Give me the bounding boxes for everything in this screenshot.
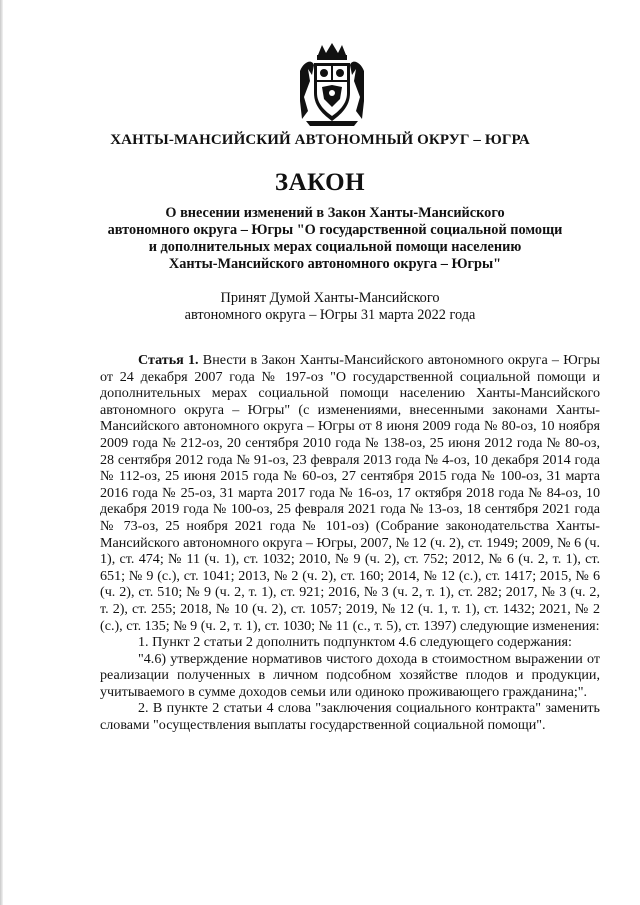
article-intro-text: Внести в Закон Ханты-Мансийского автономного округа – Югры от 24 декабря 2007 года № 197-оз "О государственной социальной помощи и дополнительных мерах социальной помощи населению Ханты-Мансийского автономного округа – Югры" (с изменениями, внесенными законами Ханты-Мансийского автономного округа – Югры от 8 июня 2009 года № 80-оз, 10 ноября 2009 года № 212-оз, 20 сентября 2010 года № 138-оз, 25 июня 2012 года № 80-оз, 28 сентября 2012 года № 91-оз, 23 февраля 2013 года № 4-оз, 10 декабря 2014 года № 112-оз, 25 июня 2015 года № 60-оз, 27 сентября 2015 года № 100-оз, 31 марта 2016 года № 25-оз, 31 марта 2017 года № 16-оз, 17 октября 2018 года № 84-оз, 10 декабря 2019 года № 100-оз, 25 февраля 2021 года № 13-оз, 18 сентября 2021 года № 73-оз, 25 ноября 2021 года № 101-оз) (Собрание законодательства Ханты-Мансийского автономного округа – Югры, 2007, № 12 (ч. 2), ст. 1949; 2009, № 6 (ч. 1), ст. 474; № 11 (ч. 1), ст. 1032; 2010, № 9 (ч. 2), ст. 752; 2012, № 6 (ч. 2, т. 1), ст. 651; № 9 (с.), ст. 1041; 2013, № 2 (ч. 2), ст. 160; 2014, № 12 (с.), ст. 1417; 2015, № 6 (ч. 2), ст. 510; № 9 (ч. 2, т. 1), ст. 921; 2016, № 3 (ч. 2, т. 1), ст. 282; 2017, № 3 (ч. 2, т. 2), ст. 255; 2018, № 10 (ч. 2), ст. 1057; 2019, № 12 (ч. 1, т. 1), ст. 1432; 2021, № 2 (с.), ст. 135; № 9 (ч. 2, т. 1), ст. 1030; № 11 (с., т. 5), ст. 1397) следующие изменения: bbox=[100, 352, 600, 634]
adoption-line: автономного округа – Югры 31 марта 2022 года bbox=[184, 307, 476, 323]
amendment-item-2: 2. В пункте 2 статьи 4 слова "заключения социального контракта" заменить словами "осуществления выплаты государственной социальной помощи". bbox=[100, 700, 600, 734]
law-title-line: и дополнительных мерах социальной помощи населению bbox=[148, 239, 522, 255]
adoption-line: Принят Думой Ханты-Мансийского bbox=[220, 290, 440, 306]
law-title-line: автономного округа – Югры "О государственной социальной помощи bbox=[107, 222, 563, 238]
amendment-item-1-quote: "4.6) утверждение нормативов чистого дохода в стоимостном выражении от реализации полученных в личном подсобном хозяйстве плодов и продукции, учитываемого в сумме доходов семьи или одиноко проживающего гражданина;". bbox=[100, 650, 600, 700]
region-name: ХАНТЫ-МАНСИЙСКИЙ АВТОНОМНЫЙ ОКРУГ – ЮГРА bbox=[110, 132, 530, 148]
article-label: Статья 1. bbox=[138, 352, 199, 368]
document-type: ЗАКОН bbox=[274, 169, 366, 196]
article-body bbox=[100, 352, 600, 734]
article-intro-paragraph bbox=[100, 352, 600, 634]
coat-of-arms-icon bbox=[298, 41, 366, 127]
law-title bbox=[90, 205, 580, 273]
adoption-note bbox=[100, 290, 560, 324]
law-title-line: О внесении изменений в Закон Ханты-Мансийского bbox=[165, 205, 505, 221]
law-title-line: Ханты-Мансийского автономного округа – Югры" bbox=[168, 256, 502, 272]
amendment-item-1: 1. Пункт 2 статьи 2 дополнить подпунктом 4.6 следующего содержания: bbox=[138, 634, 572, 651]
